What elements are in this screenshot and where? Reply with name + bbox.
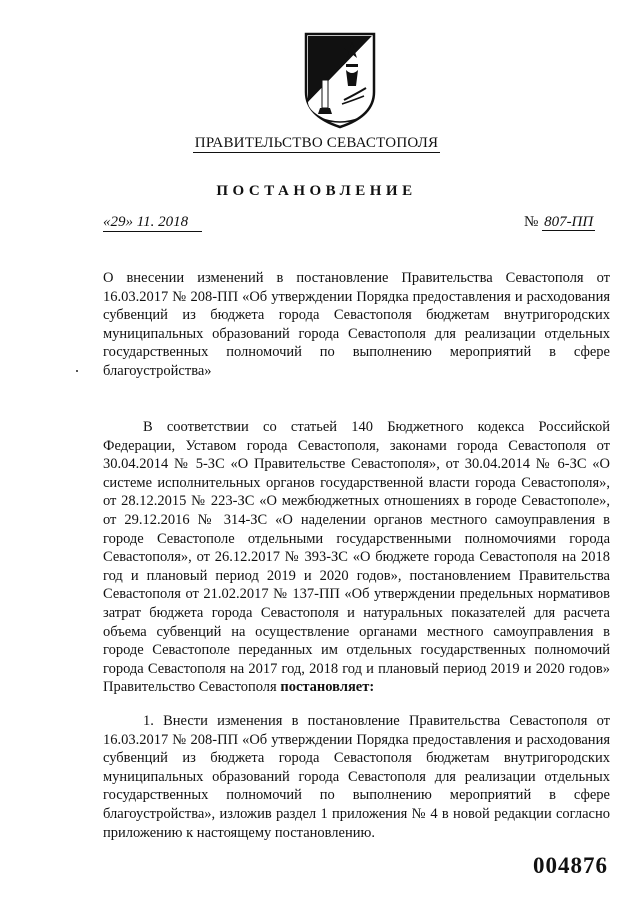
number-prefix: №: [524, 214, 539, 230]
number-value: 807-ПП: [544, 214, 594, 230]
sevastopol-coat-of-arms-emblem: [300, 30, 380, 130]
scan-speck: [76, 370, 78, 372]
document-number: [524, 214, 595, 231]
document-date: «29» 11. 2018: [103, 214, 202, 232]
preamble-paragraph: [103, 418, 610, 697]
decision-word: постановляет:: [280, 679, 375, 696]
government-name-text: ПРАВИТЕЛЬСТВО СЕВАСТОПОЛЯ: [194, 135, 439, 151]
document-subject: О внесении изменений в постановление Правительства Севастополя от 16.03.2017 № 208-ПП «Об утверждении Порядка предоставления и расходования субвенций из бюджета города Севастополя бюджетам внутригородских муниципальных образований города Севастополя для реализации отдельных государственных полномочий по выполнению мероприятий в сфере благоустройства»: [103, 270, 610, 379]
form-serial-number: 004876: [533, 853, 608, 878]
preamble-text: В соответствии со статьей 140 Бюджетного кодекса Российской Федерации, Уставом города Севастополя, законами города Севастополя от 30.04.2014 № 5-ЗС «О Правительстве Севастополя», от 30.04.2014 № 6-ЗС «О системе исполнительных органов государственной власти города Севастополя», от 28.12.2015 № 223-ЗС «О межбюджетных отношениях в городе Севастополе», от 29.12.2016 № 314-ЗС «О наделении органов местного самоуправления в городе Севастополе отдельными государственными полномочиями города Севастополя», от 26.12.2017 № 393-ЗС «О бюджете города Севастополя на 2018 год и плановый период 2019 и 2020 годов», постановлением Правительства Севастополя от 21.02.2017 № 137-ПП «Об утверждении предельных нормативов затрат бюджета города Севастополя и натуральных показателей для расчета объема субвенций на осуществление органами местного самоуправления в городе Севастополе переданных им отдельных государственных полномочий города Севастополя на 2017 год, 2018 год и плановый период 2019 и 2020 годов»: [103, 419, 610, 677]
document-type-title: ПОСТАНОВЛЕНИЕ: [216, 183, 417, 199]
item-paragraph-1: 1. Внести изменения в постановление Правительства Севастополя от 16.03.2017 № 208-ПП «Об утверждении Порядка предоставления и расходования субвенций из бюджета города Севастополя бюджетам внутригородских муниципальных образований города Севастополя для реализации отдельных государственных полномочий по выполнению мероприятий в сфере благоустройства», изложив раздел 1 приложения № 4 в новой редакции согласно приложению к настоящему постановлению.: [103, 713, 610, 841]
government-name: [0, 135, 633, 152]
issuer-name: Правительство Севастополя: [103, 679, 277, 696]
